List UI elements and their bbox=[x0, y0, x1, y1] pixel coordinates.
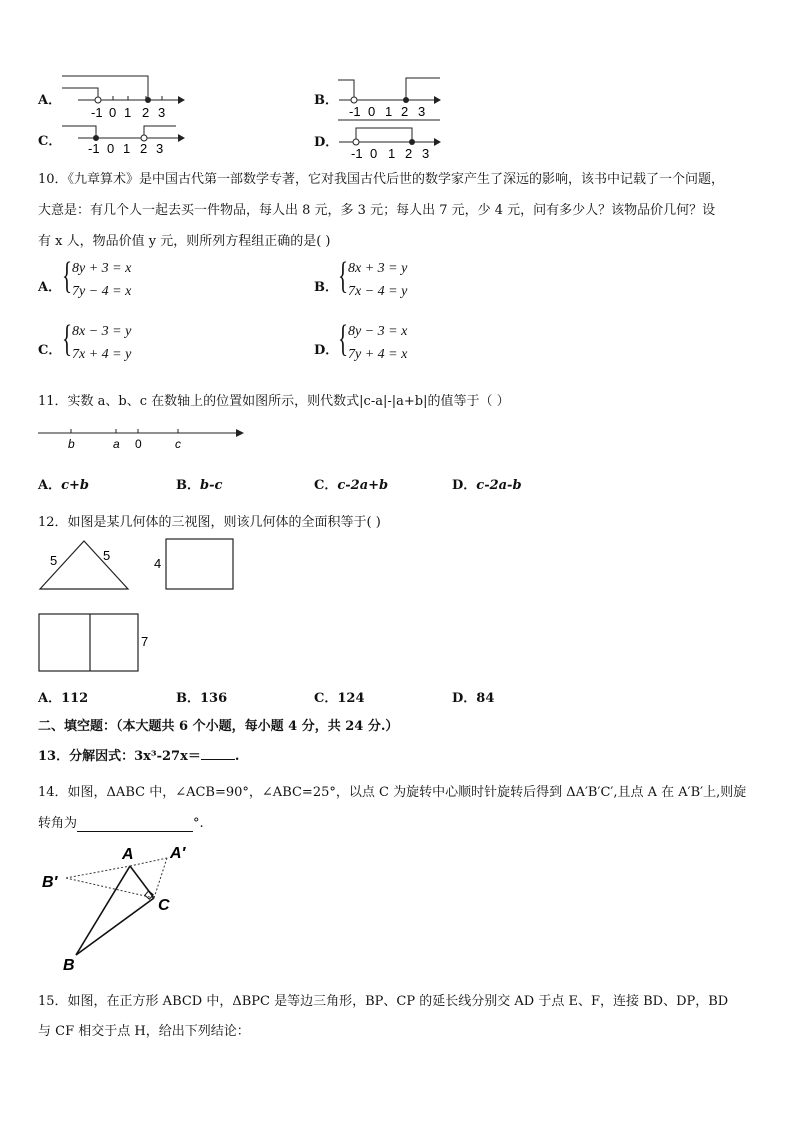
tick-label: 2 bbox=[140, 141, 148, 156]
tick-label: 1 bbox=[124, 105, 132, 120]
point-label-a: A bbox=[122, 846, 134, 863]
tick-label: 3 bbox=[418, 104, 426, 119]
equation: 7y + 4 = x bbox=[348, 347, 408, 362]
dimension-label: 4 bbox=[154, 556, 162, 571]
tick-label: 0 bbox=[109, 105, 117, 120]
point-label-a-prime: A′ bbox=[170, 845, 186, 862]
tick-label: 3 bbox=[422, 146, 430, 161]
q11-option-b: B．b-c bbox=[176, 478, 223, 493]
equation: 7x + 4 = y bbox=[72, 347, 132, 362]
rotation-triangle-figure bbox=[36, 838, 196, 978]
option-label: A． bbox=[38, 93, 62, 108]
q12-option-b: B．136 bbox=[176, 691, 228, 706]
point-label-c: C bbox=[158, 897, 170, 914]
axis-label: a bbox=[113, 437, 120, 451]
q12-option-a: A．112 bbox=[38, 691, 89, 706]
tick-label: -1 bbox=[91, 105, 103, 120]
q12-option-c: C．124 bbox=[314, 691, 365, 706]
tick-label: -1 bbox=[349, 104, 361, 119]
option-label: A． bbox=[38, 280, 62, 295]
equation: 7x − 4 = y bbox=[348, 284, 408, 299]
q10-line2: 大意是：有几个人一起去买一件物品，每人出 8 元，多 3 元；每人出 7 元，少 4 元，问有多少人？该物品价几何？设 bbox=[38, 203, 716, 218]
q11-option-a: A．c+b bbox=[38, 478, 89, 493]
option-label: B． bbox=[314, 93, 338, 108]
tick-label: 3 bbox=[158, 105, 166, 120]
dimension-label: 5 bbox=[50, 553, 58, 568]
option-label: C． bbox=[38, 343, 62, 358]
point-label-b-prime: B′ bbox=[42, 874, 58, 891]
tick-label: 3 bbox=[156, 141, 164, 156]
tick-label: -1 bbox=[88, 141, 100, 156]
q11-option-d: D．c-2a-b bbox=[452, 478, 522, 493]
tick-label: 2 bbox=[405, 146, 413, 161]
equation: 8x + 3 = y bbox=[348, 261, 408, 276]
number-line-d bbox=[334, 116, 449, 162]
section-heading: 二、填空题：（本大题共 6 个小题，每小题 4 分，共 24 分.） bbox=[38, 719, 399, 734]
three-view-drawing bbox=[36, 535, 256, 677]
q14-line1: 14．如图，ΔABC 中，∠ACB=90°，∠ABC=25°，以点 C 为旋转中心顺时针旋转后得到 ΔA′B′C′,且点 A 在 A′B′上,则旋 bbox=[38, 785, 747, 800]
tick-label: 2 bbox=[401, 104, 409, 119]
tick-label: 1 bbox=[385, 104, 393, 119]
tick-label: 0 bbox=[368, 104, 376, 119]
q11-option-c: C．c-2a+b bbox=[314, 478, 389, 493]
option-label: C． bbox=[38, 134, 62, 149]
number-line-c bbox=[58, 118, 188, 158]
number-line-a bbox=[58, 70, 188, 122]
axis-label: 0 bbox=[135, 437, 142, 451]
option-label: B． bbox=[314, 280, 338, 295]
q10-line3: 有 x 人，物品价值 y 元，则所列方程组正确的是( ) bbox=[38, 234, 331, 249]
equation: 8y + 3 = x bbox=[72, 261, 132, 276]
tick-label: 1 bbox=[123, 141, 131, 156]
axis-label: b bbox=[68, 437, 75, 451]
option-label: D． bbox=[314, 135, 339, 150]
q11-stem: 11．实数 a、b、c 在数轴上的位置如图所示，则代数式|c-a|-|a+b|的值等于（ ） bbox=[38, 394, 510, 409]
tick-label: -1 bbox=[351, 146, 363, 161]
tick-label: 0 bbox=[370, 146, 378, 161]
option-label: D． bbox=[314, 343, 339, 358]
axis-label: c bbox=[175, 437, 181, 451]
q10-line1: 10．《九章算术》是中国古代第一部数学专著，它对我国古代后世的数学家产生了深远的影响，该书中记载了一个问题， bbox=[38, 172, 725, 187]
q12-stem: 12．如图是某几何体的三视图，则该几何体的全面积等于( ) bbox=[38, 515, 381, 530]
tick-label: 0 bbox=[107, 141, 115, 156]
equation: 7y − 4 = x bbox=[72, 284, 132, 299]
q14-line2: 转角为 °. bbox=[38, 816, 204, 831]
equation: 8x − 3 = y bbox=[72, 324, 132, 339]
equation: 8y − 3 = x bbox=[348, 324, 408, 339]
dimension-label: 5 bbox=[103, 548, 111, 563]
q11-number-line bbox=[36, 423, 251, 453]
q12-option-d: D．84 bbox=[452, 691, 495, 706]
number-line-b bbox=[334, 72, 449, 120]
tick-label: 1 bbox=[388, 146, 396, 161]
q15-line1: 15．如图，在正方形 ABCD 中，ΔBPC 是等边三角形，BP、CP 的延长线分别交 AD 于点 E、F，连接 BD、DP，BD bbox=[38, 994, 729, 1009]
q15-line2: 与 CF 相交于点 H，给出下列结论： bbox=[38, 1024, 250, 1039]
q13: 13．分解因式：3x³-27x＝ . bbox=[38, 749, 240, 764]
tick-label: 2 bbox=[142, 105, 150, 120]
point-label-b: B bbox=[63, 957, 75, 974]
dimension-label: 7 bbox=[141, 634, 149, 649]
